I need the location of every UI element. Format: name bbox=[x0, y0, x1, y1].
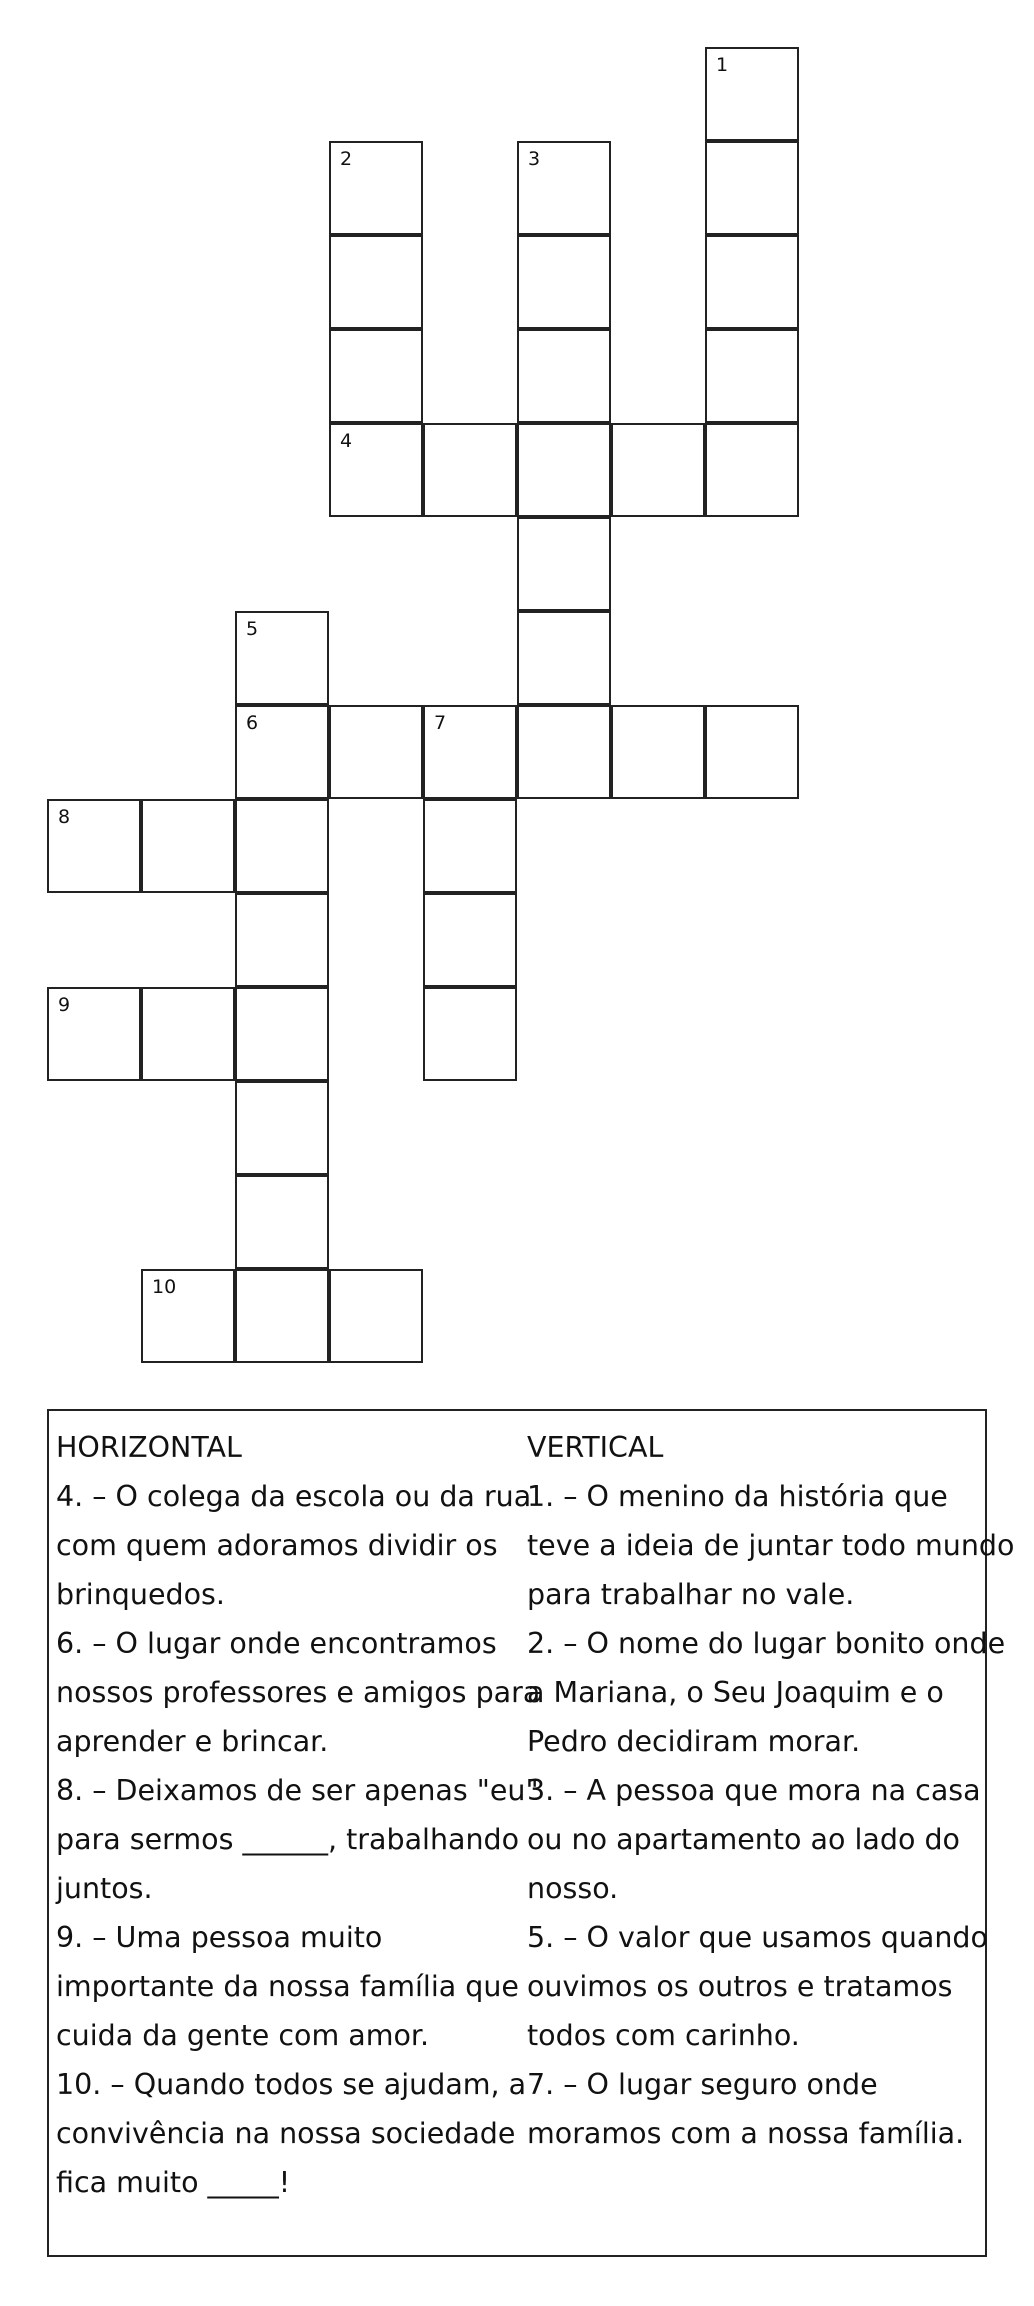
clue-v3-line2: ou no apartamento ao lado do bbox=[527, 1823, 960, 1856]
crossword-cell bbox=[141, 987, 235, 1081]
cell-number-2: 2 bbox=[340, 148, 353, 170]
crossword-cell bbox=[517, 705, 611, 799]
crossword-cell bbox=[423, 423, 517, 517]
clue-h8-line1: 8. – Deixamos de ser apenas "eu" bbox=[56, 1774, 539, 1807]
clue-h9-line2: importante da nossa família que bbox=[56, 1970, 519, 2003]
cell-number-7: 7 bbox=[434, 712, 447, 734]
cell-number-4: 4 bbox=[340, 430, 353, 452]
crossword-cell bbox=[611, 705, 705, 799]
crossword-cell bbox=[423, 893, 517, 987]
vertical-heading: VERTICAL bbox=[527, 1431, 664, 1464]
clue-h6-line3: aprender e brincar. bbox=[56, 1725, 329, 1758]
crossword-cell bbox=[705, 329, 799, 423]
clue-h4-line3: brinquedos. bbox=[56, 1578, 225, 1611]
crossword-cell bbox=[705, 235, 799, 329]
crossword-cell bbox=[517, 423, 611, 517]
cell-number-9: 9 bbox=[58, 994, 71, 1016]
crossword-cell bbox=[329, 235, 423, 329]
crossword-cell bbox=[329, 1269, 423, 1363]
clue-h10-line1: 10. – Quando todos se ajudam, a bbox=[56, 2068, 527, 2101]
crossword-cell bbox=[705, 423, 799, 517]
crossword-cell bbox=[517, 517, 611, 611]
clue-h9-line3: cuida da gente com amor. bbox=[56, 2019, 430, 2052]
crossword-cell bbox=[705, 705, 799, 799]
cell-number-10: 10 bbox=[152, 1276, 177, 1298]
crossword-cell bbox=[235, 705, 329, 799]
crossword-cell bbox=[423, 705, 517, 799]
clue-v3-line1: 3. – A pessoa que mora na casa bbox=[527, 1774, 981, 1807]
clue-v2-line1: 2. – O nome do lugar bonito onde bbox=[527, 1627, 1006, 1660]
crossword-cell bbox=[517, 141, 611, 235]
crossword-cell bbox=[235, 1081, 329, 1175]
clue-v1-line2: teve a ideia de juntar todo mundo bbox=[527, 1529, 1015, 1562]
crossword-cell bbox=[329, 329, 423, 423]
crossword-cell bbox=[705, 141, 799, 235]
cell-number-5: 5 bbox=[246, 618, 259, 640]
clue-h4-line1: 4. – O colega da escola ou da rua bbox=[56, 1480, 532, 1513]
clue-v1-line3: para trabalhar no vale. bbox=[527, 1578, 855, 1611]
cell-number-8: 8 bbox=[58, 806, 71, 828]
cell-number-1: 1 bbox=[716, 54, 729, 76]
crossword-cell bbox=[235, 611, 329, 705]
crossword-cell bbox=[47, 799, 141, 893]
crossword-cell bbox=[517, 329, 611, 423]
crossword-cell bbox=[235, 987, 329, 1081]
clue-h4-line2: com quem adoramos dividir os bbox=[56, 1529, 498, 1562]
clue-h10-line3: fica muito _____! bbox=[56, 2166, 291, 2199]
clue-h8-line3: juntos. bbox=[56, 1872, 153, 1905]
crossword-cell bbox=[141, 1269, 235, 1363]
crossword-cell bbox=[235, 1175, 329, 1269]
crossword-cell bbox=[235, 799, 329, 893]
clue-v5-line2: ouvimos os outros e tratamos bbox=[527, 1970, 953, 2003]
crossword-cell bbox=[235, 1269, 329, 1363]
crossword-cell bbox=[611, 423, 705, 517]
clue-v2-line3: Pedro decidiram morar. bbox=[527, 1725, 861, 1758]
clue-h6-line1: 6. – O lugar onde encontramos bbox=[56, 1627, 497, 1660]
cell-number-6: 6 bbox=[246, 712, 259, 734]
vertical-clues bbox=[527, 1423, 1015, 2158]
clue-v7-line2: moramos com a nossa família. bbox=[527, 2117, 965, 2150]
cell-number-3: 3 bbox=[528, 148, 541, 170]
crossword-cell bbox=[329, 423, 423, 517]
crossword-cell bbox=[423, 987, 517, 1081]
clue-v3-line3: nosso. bbox=[527, 1872, 619, 1905]
horizontal-clues bbox=[56, 1423, 541, 2207]
crossword-cell bbox=[235, 893, 329, 987]
clues-box bbox=[47, 1409, 1015, 2257]
crossword-cell bbox=[141, 799, 235, 893]
horizontal-heading: HORIZONTAL bbox=[56, 1431, 242, 1464]
clue-v1-line1: 1. – O menino da história que bbox=[527, 1480, 948, 1513]
clue-v5-line1: 5. – O valor que usamos quando bbox=[527, 1921, 988, 1954]
crossword-cell bbox=[705, 47, 799, 141]
crossword-cell bbox=[517, 235, 611, 329]
clue-v7-line1: 7. – O lugar seguro onde bbox=[527, 2068, 878, 2101]
clue-h8-line2: para sermos ______, trabalhando bbox=[56, 1823, 520, 1856]
clue-h10-line2: convivência na nossa sociedade bbox=[56, 2117, 516, 2150]
clue-v2-line2: a Mariana, o Seu Joaquim e o bbox=[527, 1676, 944, 1709]
crossword-cell bbox=[517, 611, 611, 705]
clue-v5-line3: todos com carinho. bbox=[527, 2019, 800, 2052]
crossword-cell bbox=[329, 141, 423, 235]
crossword-cell bbox=[329, 705, 423, 799]
crossword-cell bbox=[47, 987, 141, 1081]
clue-h9-line1: 9. – Uma pessoa muito bbox=[56, 1921, 383, 1954]
crossword-cell bbox=[423, 799, 517, 893]
clue-h6-line2: nossos professores e amigos para bbox=[56, 1676, 541, 1709]
